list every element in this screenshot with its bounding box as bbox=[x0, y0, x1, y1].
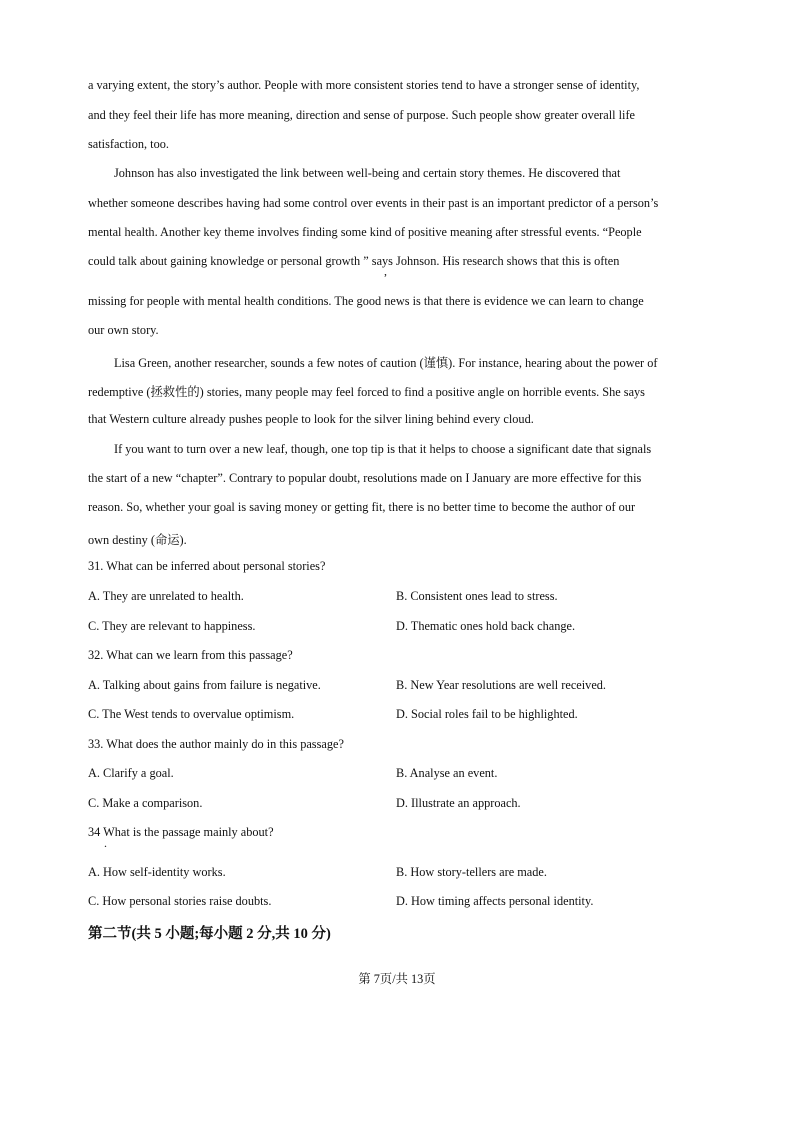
page-footer: 第 7页/共 13页 bbox=[358, 972, 436, 986]
passage-line: own destiny (命运). bbox=[88, 533, 187, 547]
option-d[interactable]: D. Thematic ones hold back change. bbox=[396, 619, 576, 633]
stray-comma: , bbox=[384, 264, 387, 278]
option-c[interactable]: C. How personal stories raise doubts. bbox=[88, 894, 272, 908]
passage-line: whether someone describes having had some control over events in their past is an important predictor of a person’s bbox=[88, 196, 659, 210]
option-a[interactable]: A. They are unrelated to health. bbox=[88, 589, 244, 603]
option-a[interactable]: A. Clarify a goal. bbox=[88, 766, 174, 780]
passage-line: could talk about gaining knowledge or personal growth ” says Johnson. His research shows that this is often bbox=[88, 254, 620, 268]
passage-line: that Western culture already pushes people to look for the silver lining behind every cloud. bbox=[88, 412, 534, 426]
passage-line: and they feel their life has more meaning, direction and sense of purpose. Such people show greater overall life bbox=[88, 108, 636, 122]
passage-line: reason. So, whether your goal is saving money or getting fit, there is no better time to become the author of our bbox=[88, 500, 636, 514]
passage-line: Lisa Green, another researcher, sounds a few notes of caution (谨慎). For instance, hearing about the power of bbox=[114, 356, 658, 370]
passage-line: mental health. Another key theme involves finding some kind of positive meaning after stressful events. “People bbox=[88, 225, 642, 239]
option-c[interactable]: C. Make a comparison. bbox=[88, 796, 203, 810]
option-c[interactable]: C. They are relevant to happiness. bbox=[88, 619, 256, 633]
option-d[interactable]: D. Illustrate an approach. bbox=[396, 796, 521, 810]
passage-line: missing for people with mental health conditions. The good news is that there is evidence we can learn to change bbox=[88, 294, 644, 308]
option-b[interactable]: B. How story-tellers are made. bbox=[396, 865, 547, 879]
question-stem: 32. What can we learn from this passage? bbox=[88, 648, 293, 662]
question-stem: 34 What is the passage mainly about? bbox=[88, 825, 274, 839]
passage-line: If you want to turn over a new leaf, though, one top tip is that it helps to choose a significant date that signals bbox=[114, 442, 652, 456]
option-c[interactable]: C. The West tends to overvalue optimism. bbox=[88, 707, 295, 721]
option-d[interactable]: D. Social roles fail to be highlighted. bbox=[396, 707, 578, 721]
option-a[interactable]: A. Talking about gains from failure is negative. bbox=[88, 678, 321, 692]
question-stem: 33. What does the author mainly do in this passage? bbox=[88, 737, 344, 751]
passage-line: redemptive (拯救性的) stories, many people may feel forced to find a positive angle on horrible events. She says bbox=[88, 385, 645, 399]
section-title: 第二节(共 5 小题;每小题 2 分,共 10 分) bbox=[88, 926, 331, 942]
option-a[interactable]: A. How self-identity works. bbox=[88, 865, 226, 879]
option-b[interactable]: B. Consistent ones lead to stress. bbox=[396, 589, 558, 603]
option-d[interactable]: D. How timing affects personal identity. bbox=[396, 894, 594, 908]
passage-line: Johnson has also investigated the link between well-being and certain story themes. He discovered that bbox=[114, 166, 621, 180]
question-stem: 31. What can be inferred about personal stories? bbox=[88, 559, 326, 573]
option-b[interactable]: B. Analyse an event. bbox=[396, 766, 498, 780]
passage-line: the start of a new “chapter”. Contrary to popular doubt, resolutions made on I January are more effective for this bbox=[88, 471, 642, 485]
passage-line: satisfaction, too. bbox=[88, 137, 169, 151]
stray-dot: . bbox=[104, 836, 107, 850]
option-b[interactable]: B. New Year resolutions are well received. bbox=[396, 678, 607, 692]
passage-line: our own story. bbox=[88, 323, 159, 337]
passage-line: a varying extent, the story’s author. People with more consistent stories tend to have a stronger sense of identity, bbox=[88, 78, 640, 92]
